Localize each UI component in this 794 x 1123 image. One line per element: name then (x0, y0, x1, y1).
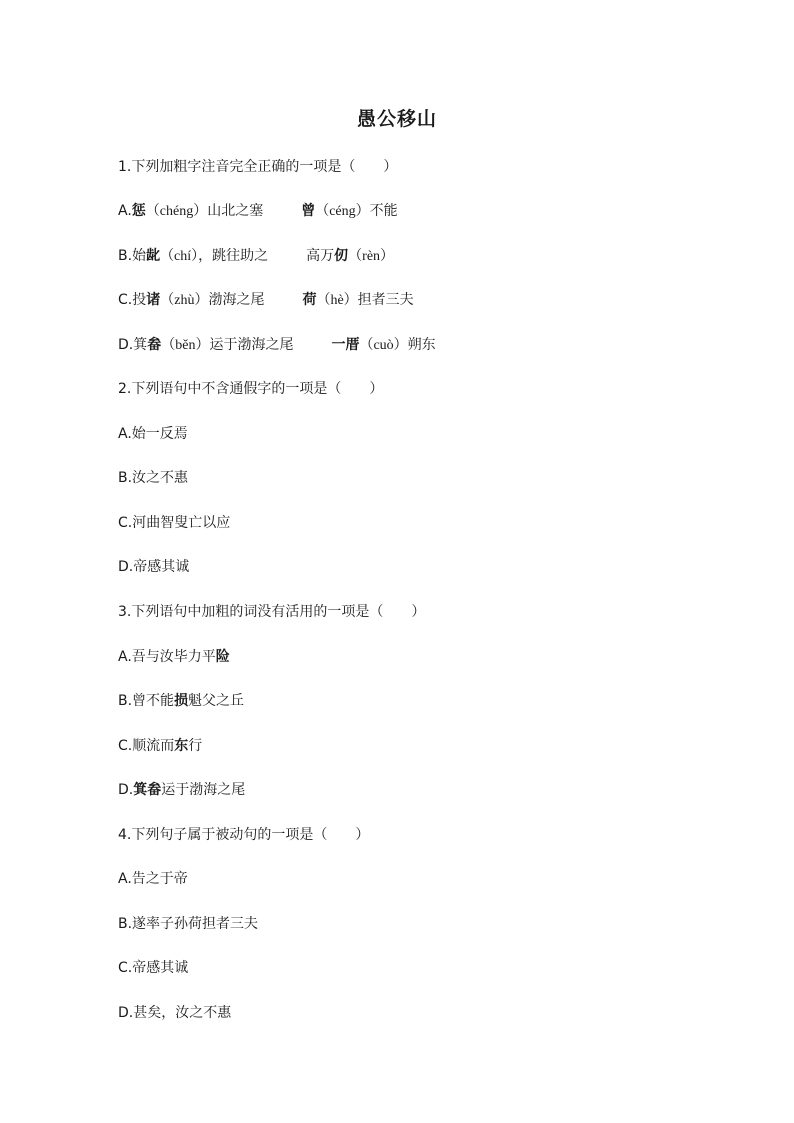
question-1-stem: 1.下列加粗字注音完全正确的一项是（ ） (118, 159, 398, 175)
bold-char: 诸 (146, 292, 161, 308)
bold-char: 厝 (345, 337, 360, 353)
bold-char: 惩 (131, 203, 146, 219)
question-2-stem: 2.下列语句中不含通假字的一项是（ ） (118, 381, 384, 397)
question-1-option-d (118, 335, 436, 356)
plain-text: B.曾不能 (118, 693, 175, 709)
pinyin-text: （chí），跳往助之 (160, 249, 269, 264)
bold-word: 损 (174, 693, 189, 709)
pinyin-text: （rèn） (348, 249, 395, 264)
plain-text: C.顺流而 (118, 738, 175, 754)
question-2-option-c: C.河曲智叟亡以应 (118, 515, 231, 531)
pinyin-text: （běn）运于渤海之尾 (161, 338, 294, 353)
question-3-stem: 3.下列语句中加粗的词没有活用的一项是（ ） (118, 604, 426, 620)
plain-text: A.吾与汝毕力平 (118, 649, 216, 665)
pinyin-text: （zhù）渤海之尾 (160, 293, 265, 308)
pinyin-text: （chéng）山北之塞 (145, 204, 264, 219)
plain-text: 魁父之丘 (188, 693, 245, 709)
bold-word: 箕畚 (133, 782, 162, 798)
option-prefix: D.箕 (118, 337, 148, 353)
pinyin-text: （cuò）朔东 (359, 338, 436, 353)
plain-text: 高万 (306, 248, 335, 264)
question-3-option-a (118, 647, 230, 667)
question-4-option-c: C.帝感其诚 (118, 960, 189, 976)
bold-char: 一 (331, 337, 346, 353)
question-3-option-d (118, 780, 245, 800)
question-4-option-a: A.告之于帝 (118, 871, 188, 887)
question-1-option-c (118, 290, 414, 311)
bold-char: 龀 (146, 248, 161, 264)
bold-char: 仞 (334, 248, 349, 264)
bold-word: 险 (215, 649, 230, 665)
bold-char: 荷 (302, 292, 317, 308)
question-4-stem: 4.下列句子属于被动句的一项是（ ） (118, 827, 370, 843)
pinyin-text: （céng）不能 (315, 204, 398, 219)
option-prefix: B.始 (118, 248, 147, 264)
bold-word: 东 (174, 738, 189, 754)
question-2-option-a: A.始一反焉 (118, 426, 188, 442)
page-title: 愚公移山 (356, 108, 437, 130)
question-3-option-b (118, 691, 244, 711)
plain-text: D. (118, 782, 134, 798)
question-2-option-b: B.汝之不惠 (118, 470, 189, 486)
question-1-option-a (118, 201, 398, 222)
plain-text: 行 (188, 738, 203, 754)
question-2-option-d: D.帝感其诚 (118, 559, 190, 575)
question-3-option-c (118, 736, 202, 756)
pinyin-text: （hè）担者三夫 (316, 293, 414, 308)
question-4-option-d: D.甚矣，汝之不惠 (118, 1005, 232, 1021)
plain-text: 运于渤海之尾 (161, 782, 246, 798)
bold-char: 畚 (147, 337, 162, 353)
question-1-option-b (118, 246, 394, 267)
option-prefix: C.投 (118, 292, 147, 308)
bold-char: 曾 (301, 203, 316, 219)
option-prefix: A. (118, 203, 132, 219)
question-4-option-b: B.遂率子孙荷担者三夫 (118, 916, 259, 932)
